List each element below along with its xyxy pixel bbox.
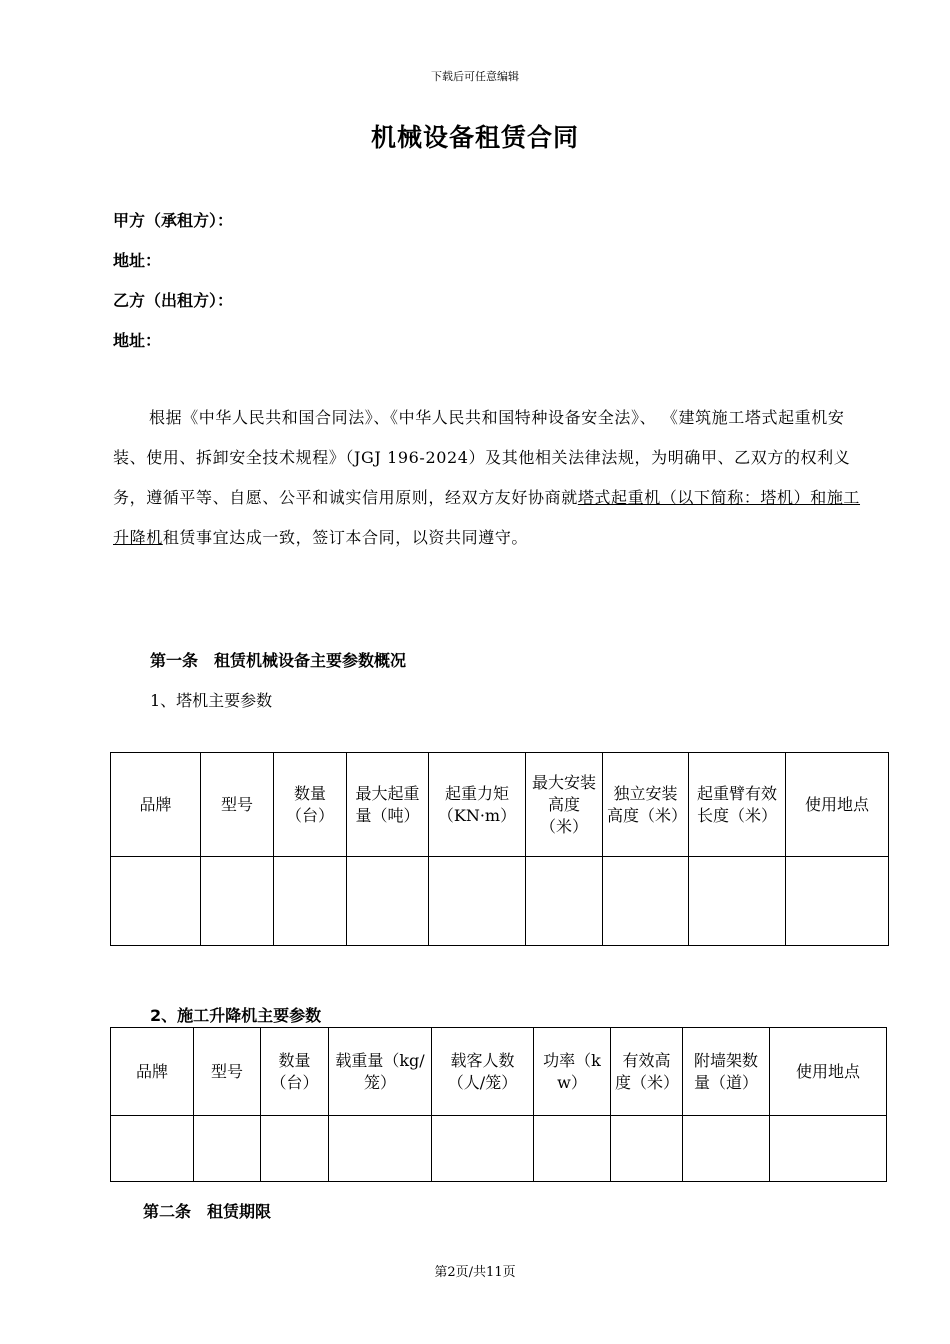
table-cell[interactable] xyxy=(534,1116,611,1182)
table-cell[interactable] xyxy=(261,1116,329,1182)
header-cell: 品牌 xyxy=(111,1028,194,1116)
table-cell[interactable] xyxy=(432,1116,534,1182)
address-b-label: 地址： xyxy=(113,331,162,350)
tower-crane-table xyxy=(110,752,889,946)
intro-paragraph xyxy=(113,398,863,558)
article-1-heading: 第一条 租赁机械设备主要参数概况 xyxy=(150,651,407,670)
page-footer: 第2页/共11页 xyxy=(434,1265,516,1280)
header-cell: 附墙架数量（道） xyxy=(683,1028,770,1116)
header-cell: 最大安装高度（米） xyxy=(526,753,603,857)
intro-text-before: 根据《中华人民共和国合同法》、《中华人民共和国特种设备安全法》、 《建筑施工塔式起重机安装、使用、拆卸安全技术规程》（JGJ 196-2024）及其他相关法律法规，为明确甲、乙双方的权利义务，遵循平等、自愿、公平和诚实信用原则，经双方友好协商就 xyxy=(113,408,851,507)
tower-crane-empty-row xyxy=(111,857,889,946)
header-cell: 起重力矩（KN·m） xyxy=(429,753,526,857)
header-cell: 载重量（kg/笼） xyxy=(329,1028,432,1116)
table-cell[interactable] xyxy=(603,857,689,946)
header-cell: 型号 xyxy=(201,753,274,857)
table-cell[interactable] xyxy=(111,1116,194,1182)
header-cell: 起重臂有效长度（米） xyxy=(689,753,786,857)
header-cell: 有效高度（米） xyxy=(611,1028,683,1116)
intro-underlined-text: 塔式起重机（以下简称：塔机）和施工升降机 xyxy=(113,488,861,547)
header-cell: 数量（台） xyxy=(274,753,347,857)
table-cell[interactable] xyxy=(683,1116,770,1182)
header-cell: 使用地点 xyxy=(770,1028,887,1116)
header-cell: 数量（台） xyxy=(261,1028,329,1116)
table-cell[interactable] xyxy=(611,1116,683,1182)
header-cell: 独立安装高度（米） xyxy=(603,753,689,857)
table-cell[interactable] xyxy=(329,1116,432,1182)
header-note: 下载后可任意编辑 xyxy=(431,70,519,83)
table-cell[interactable] xyxy=(526,857,603,946)
article-2-heading: 第二条 租赁期限 xyxy=(143,1202,272,1221)
table-cell[interactable] xyxy=(786,857,889,946)
party-b-label: 乙方（出租方）： xyxy=(113,291,234,310)
hoist-header-row xyxy=(111,1028,887,1116)
header-cell: 型号 xyxy=(194,1028,261,1116)
table-cell[interactable] xyxy=(201,857,274,946)
hoist-subheading: 2、施工升降机主要参数 xyxy=(150,1006,322,1025)
table-cell[interactable] xyxy=(274,857,347,946)
document-title: 机械设备租赁合同 xyxy=(370,123,579,152)
table-cell[interactable] xyxy=(689,857,786,946)
header-cell: 功率（kw） xyxy=(534,1028,611,1116)
table-cell[interactable] xyxy=(194,1116,261,1182)
tower-crane-header-row xyxy=(111,753,889,857)
address-a-label: 地址： xyxy=(113,251,162,270)
table-cell[interactable] xyxy=(111,857,201,946)
intro-text-after: 租赁事宜达成一致，签订本合同，以资共同遵守。 xyxy=(162,528,529,547)
hoist-empty-row xyxy=(111,1116,887,1182)
header-cell: 载客人数（人/笼） xyxy=(432,1028,534,1116)
hoist-table xyxy=(110,1027,887,1182)
table-cell[interactable] xyxy=(429,857,526,946)
header-cell: 品牌 xyxy=(111,753,201,857)
party-a-label: 甲方（承租方）： xyxy=(113,211,234,230)
header-cell: 最大起重量（吨） xyxy=(347,753,429,857)
table-cell[interactable] xyxy=(347,857,429,946)
header-cell: 使用地点 xyxy=(786,753,889,857)
table-cell[interactable] xyxy=(770,1116,887,1182)
tower-crane-subheading: 1、塔机主要参数 xyxy=(150,691,273,710)
